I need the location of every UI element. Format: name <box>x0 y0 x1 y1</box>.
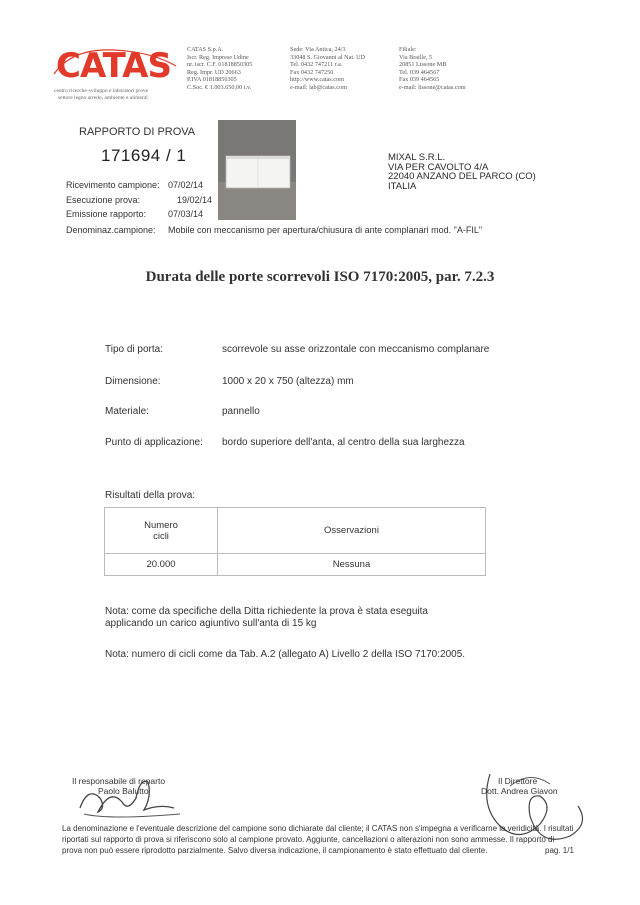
param-value: 1000 x 20 x 750 (altezza) mm <box>222 376 354 387</box>
report-field-value: 19/02/14 <box>177 195 213 205</box>
denomination-value: Mobile con meccanismo per apertura/chiusura di ante complanari mod. "A-FIL" <box>168 225 483 235</box>
logo-tagline-1: centro ricerche-sviluppo e laboratori prove <box>54 88 149 94</box>
note-1-line-1: Nota: come da specifiche della Ditta richiedente la prova è stata eseguita <box>105 606 428 617</box>
client-block <box>388 153 536 191</box>
logo-text: CATAS <box>56 46 171 86</box>
param-label: Materiale: <box>105 406 149 417</box>
results-table <box>104 507 486 576</box>
param-label: Dimensione: <box>105 376 161 387</box>
param-label: Punto di applicazione: <box>105 437 203 448</box>
catas-logo <box>52 44 180 106</box>
results-label: Risultati della prova: <box>105 490 196 501</box>
header-observations: Osservazioni <box>218 508 486 554</box>
param-value: pannello <box>222 406 260 417</box>
denomination-label: Denominaz.campione: <box>66 225 156 235</box>
test-title: Durata delle porte scorrevoli ISO 7170:2005, par. 7.2.3 <box>145 269 495 285</box>
param-value: scorrevole su asse orizzontale con meccanismo complanare <box>222 344 490 355</box>
header-col-filiale: Filiale: Via Braille, 5 20851 Lissone MB Tel. 039 464567 Fax 039 464565 e-mail: lissone@catas.com <box>399 46 466 91</box>
right-signatory-role: Il Direttore <box>498 776 538 786</box>
report-field-label: Ricevimento campione: <box>66 180 160 190</box>
report-label: RAPPORTO DI PROVA <box>79 126 196 138</box>
report-field-value: 07/03/14 <box>168 209 204 219</box>
cell-observations: Nessuna <box>218 554 486 576</box>
page-number: pag. 1/1 <box>545 846 574 855</box>
param-label: Tipo di porta: <box>105 344 163 355</box>
disclaimer-line: La denominazione e l'eventuale descrizione del campione sono dichiarate dal cliente; il CATAS non s'impegna a verificarne la veridicità. I risultati <box>62 824 574 833</box>
header-col-sede: Sede: Via Antica, 24/3 33048 S. Giovanni al Nat. UD Tel. 0432 747211 r.a. Fax 0432 747250 http://www.catas.com e-mail: lab@catas.com <box>290 46 366 91</box>
logo-tagline-2: settore legno arredo, ambiente e alimenti <box>58 95 148 101</box>
report-number: 171694 / 1 <box>101 146 187 165</box>
left-signatory-name: Paolo Balutto <box>98 786 149 796</box>
sample-photo <box>218 120 296 220</box>
right-signatory-name: Dott. Andrea Giavon <box>481 786 558 796</box>
table-header-row <box>105 508 486 554</box>
param-value: bordo superiore dell'anta, al centro della sua larghezza <box>222 437 465 448</box>
cell-cycles: 20.000 <box>105 554 218 576</box>
table-row <box>105 554 486 576</box>
client-country: ITALIA <box>388 180 417 192</box>
disclaimer-line: prova non può essere riprodotto parzialmente. Salvo diversa indicazione, il campionamento è stato effettuato dal cliente. <box>62 846 488 855</box>
left-signature <box>70 768 190 824</box>
report-field-label: Esecuzione prova: <box>66 195 141 205</box>
sample-photo-image <box>218 120 296 220</box>
client-name: MIXAL S.R.L. <box>388 152 446 163</box>
note-1-line-2: applicando un carico agiuntivo sull'anta di 15 kg <box>105 618 317 629</box>
header-col-company: CATAS S.p.A. Iscr. Reg. Imprese Udine nr. iscr. C.F. 01818850305 Reg. Impr. UD 20663 P.IVA 01818850305 C.Soc. € 1.003.650,00 i.v. <box>187 46 253 91</box>
client-city: 22040 ANZANO DEL PARCO (CO) <box>388 171 536 182</box>
note-2: Nota: numero di cicli come da Tab. A.2 (allegato A) Livello 2 della ISO 7170:2005. <box>105 649 466 660</box>
client-address: VIA PER CAVOLTO 4/A <box>388 161 489 173</box>
report-field-value: 07/02/14 <box>168 180 204 190</box>
disclaimer <box>62 823 592 856</box>
disclaimer-line: riportati sul rapporto di prova si riferiscono solo al campione provato. Aggiunte, cancellazioni o alterazioni non sono ammesse. Il rapporto di <box>62 835 555 844</box>
report-field-label: Emissione rapporto: <box>66 209 147 219</box>
header-cycles: Numero cicli <box>105 508 218 554</box>
left-signatory-role: Il responsabile di reparto <box>72 776 166 786</box>
